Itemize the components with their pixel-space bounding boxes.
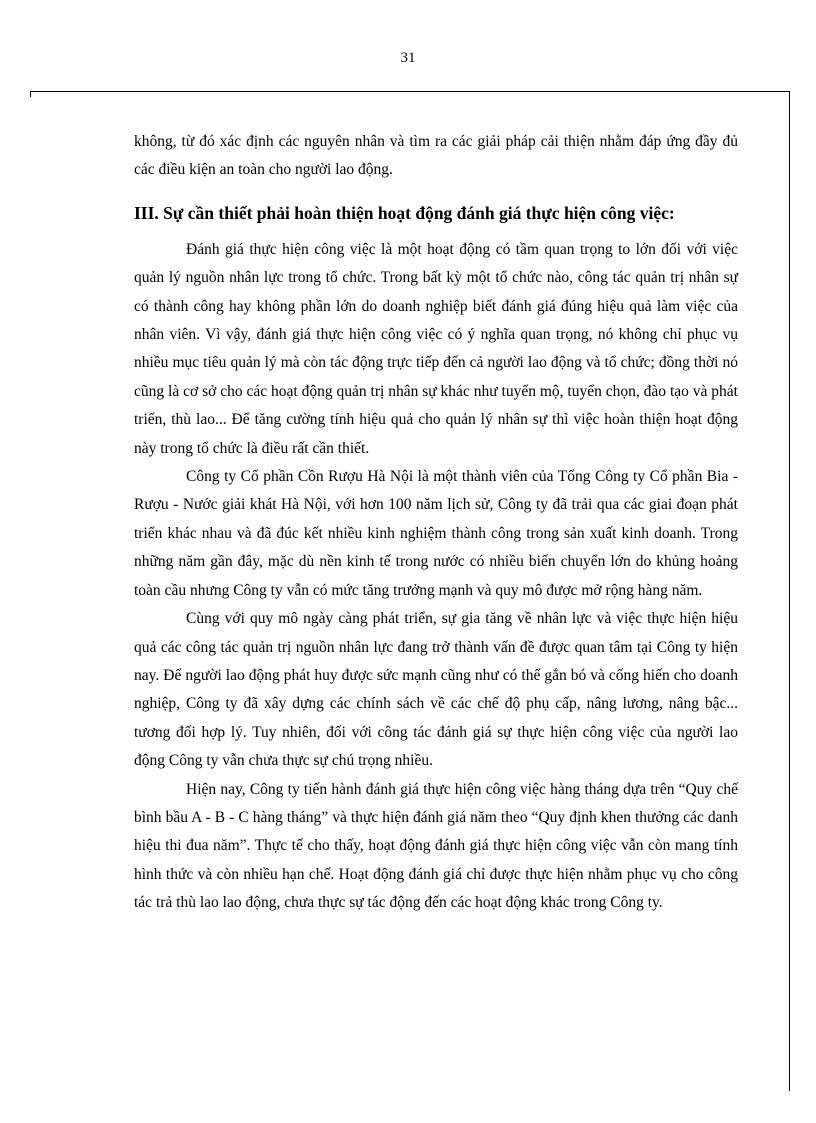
section-heading: III. Sự cần thiết phải hoàn thiện hoạt động đánh giá thực hiện công việc: [134,202,675,223]
paragraph: Hiện nay, Công ty tiến hành đánh giá thực hiện công việc hàng tháng dựa trên “Quy chế bình bầu A - B - C hàng tháng” và thực hiện đánh giá năm theo “Quy định khen thưởng các danh hiệu thi đua năm”. Thực tế cho thấy, hoạt động đánh giá thực hiện công việc vẫn còn mang tính hình thức và còn nhiều hạn chế. Hoạt động đánh giá chỉ được thực hiện nhằm phục vụ cho công tác trả thù lao lao động, chưa thực sự tác động đến các hoạt động khác trong Công ty. [134,780,738,912]
paragraph: Công ty Cổ phần Cồn Rượu Hà Nội là một thành viên của Tổng Công ty Cổ phần Bia - Rượu - Nước giải khát Hà Nội, với hơn 100 năm lịch sử, Công ty đã trải qua các giai đoạn phát triển khác nhau và đã đúc kết nhiều kinh nghiệm thành công trong sản xuất kinh doanh. Trong những năm gần đây, mặc dù nền kinh tế trong nước có nhiều biến chuyển lớn do khủng hoảng toàn cầu nhưng Công ty vẫn có mức tăng trưởng mạnh và quy mô được mở rộng hàng năm. [134,468,738,599]
frame-line-top [30,91,790,92]
page-number: 31 [400,50,416,66]
paragraph: Cùng với quy mô ngày càng phát triển, sự gia tăng về nhân lực và việc thực hiện hiệu quả các công tác quản trị nguồn nhân lực đang trở thành vấn đề được quan tâm tại Công ty hiện nay. Để người lao động phát huy được sức mạnh cũng như có thể gắn bó và cống hiến cho doanh nghiệp, Công ty đã xây dựng các chính sách về các chế độ phụ cấp, nâng lương, nâng bậc... tương đối hợp lý. Tuy nhiên, đối với công tác đánh giá sự thực hiện công việc của người lao động Công ty vẫn chưa thực sự chú trọng nhiều. [134,610,738,770]
document-body [134,128,738,918]
paragraph: Đánh giá thực hiện công việc là một hoạt động có tầm quan trọng to lớn đối với việc quản lý nguồn nhân lực trong tổ chức. Trong bất kỳ một tổ chức nào, công tác quản trị nhân sự có thành công hay không phần lớn do doanh nghiệp biết đánh giá đúng hiệu quả làm việc của nhân viên. Vì vậy, đánh giá thực hiện công việc có ý nghĩa quan trọng, nó không chỉ phục vụ nhiều mục tiêu quản lý mà còn tác động trực tiếp đến cả người lao động và tổ chức; đồng thời nó cũng là cơ sở cho các hoạt động quản trị nhân sự khác như tuyển mộ, tuyển chọn, đào tạo và phát triển, thù lao... Để tăng cường tính hiệu quả cho quản lý nhân sự thì việc hoàn thiện hoạt động này trong tổ chức là điều rất cần thiết. [134,240,738,457]
frame-tick-left [30,91,31,97]
frame-line-right [789,91,790,1091]
intro-paragraph: không, từ đó xác định các nguyên nhân và tìm ra các giải pháp cải thiện nhằm đáp ứng đầy đủ các điều kiện an toàn cho người lao động. [134,133,738,179]
